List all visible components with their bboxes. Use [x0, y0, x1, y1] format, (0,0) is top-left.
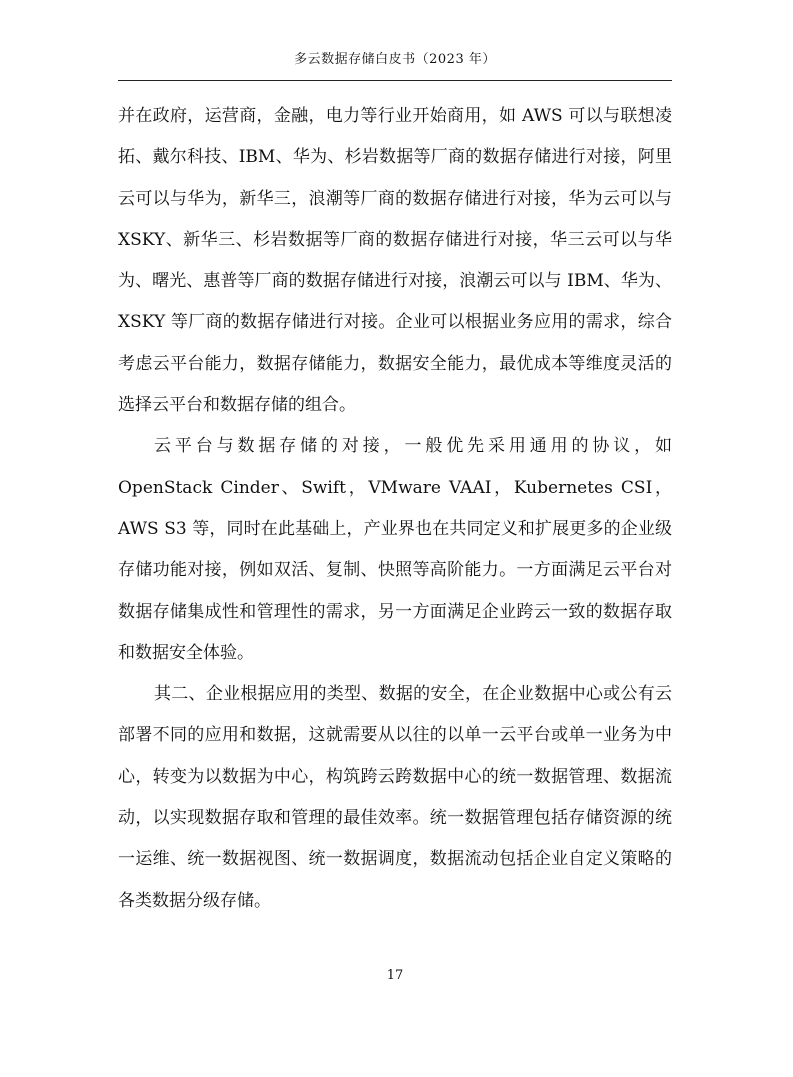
paragraph-continuation: 并在政府，运营商，金融，电力等行业开始商用，如 AWS 可以与联想凌拓、戴尔科技、IBM、华为、杉岩数据等厂商的数据存储进行对接，阿里云可以与华为，新华三，浪潮等厂商的数据存储进行对接，华为云可以与 XSKY、新华三、杉岩数据等厂商的数据存储进行对接，华三云可以与华为、曙光、惠普等厂商的数据存储进行对接，浪潮云可以与 IBM、华为、XSKY 等厂商的数据存储进行对接。企业可以根据业务应用的需求，综合考虑云平台能力，数据存储能力，数据安全能力，最优成本等维度灵活的选择云平台和数据存储的组合。: [118, 106, 672, 416]
paragraph-storage-integration: 云平台与数据存储的对接，一般优先采用通用的协议，如 OpenStack Cinder、Swift，VMware VAAI，Kubernetes CSI，AWS S3 等，同时在此基础上，产业界也在共同定义和扩展更多的企业级存储功能对接，例如双活、复制、快照等高阶能力。一方面满足云平台对数据存储集成性和管理性的需求，另一方面满足企业跨云一致的数据存取和数据安全体验。: [118, 436, 672, 663]
paragraph-unified-data-management: 其二、企业根据应用的类型、数据的安全，在企业数据中心或公有云部署不同的应用和数据，这就需要从以往的以单一云平台或单一业务为中心，转变为以数据为中心，构筑跨云跨数据中心的统一数据管理、数据流动，以实现数据存取和管理的最佳效率。统一数据管理包括存储资源的统一运维、统一数据视图、统一数据调度，数据流动包括企业自定义策略的各类数据分级存储。: [118, 684, 672, 911]
body-text: [118, 96, 672, 922]
running-header: 多云数据存储白皮书（2023 年）: [294, 52, 496, 67]
page-number: 17: [386, 968, 404, 983]
header-divider: [118, 80, 672, 81]
